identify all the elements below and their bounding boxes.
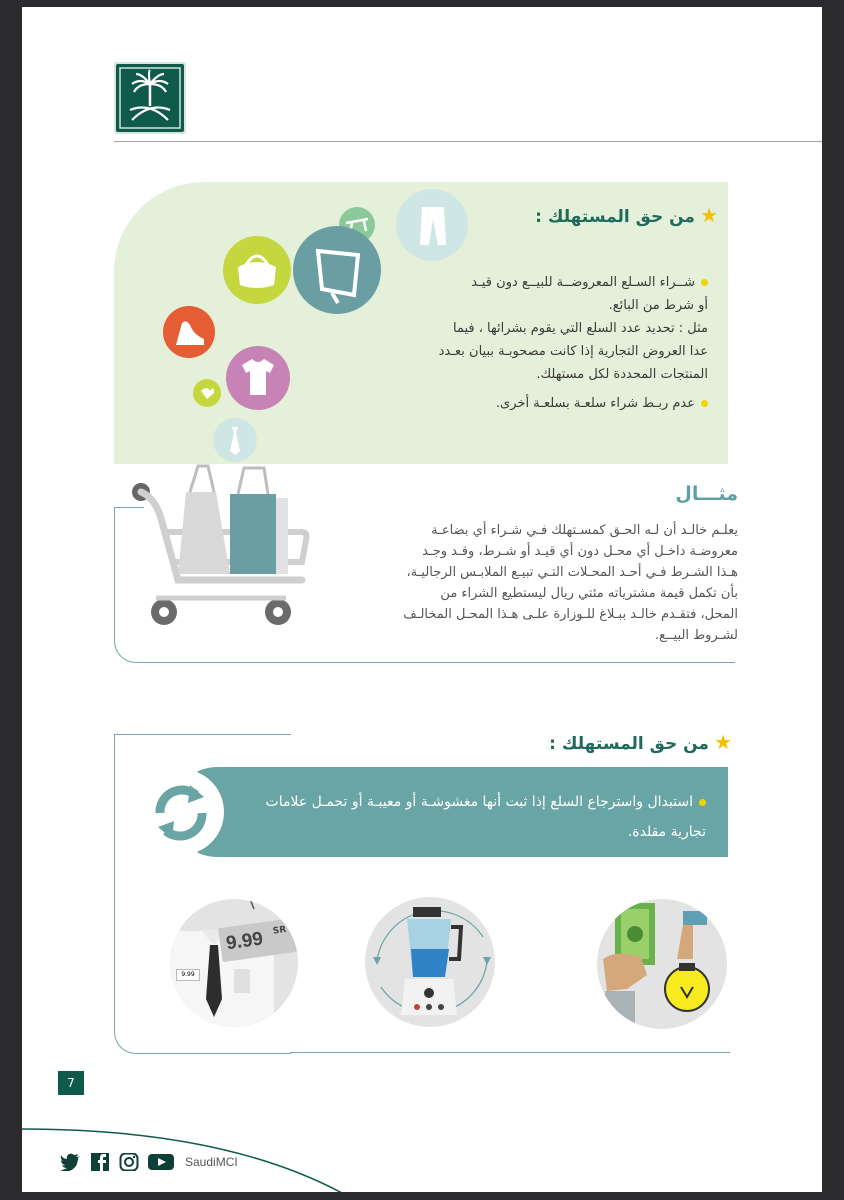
example-line: معروضـة داخـل أي محـل دون أي قيـد أو شـرط، وقـد وجـد	[422, 544, 738, 559]
blender-icon	[353, 897, 509, 1027]
example-paragraph	[342, 520, 738, 646]
high-heel-shoe-icon	[163, 306, 215, 358]
small-price-tag: 9.99	[176, 969, 200, 981]
header-rule	[114, 141, 822, 142]
bullet-line: المنتجات المحددة لكل مستهلك.	[536, 367, 708, 382]
refresh-badge	[138, 769, 224, 855]
example-line: بأن تكمل قيمة مشترياته مئتي ريال ليستطيع الشراء من	[440, 586, 738, 601]
palm-swords-emblem-icon	[114, 62, 186, 134]
band-line: استبدال واسترجاع السلع إذا ثبت أنها مغشوشـة أو معيبـة أو تحمـل علامات	[265, 794, 693, 810]
section2-heading	[422, 730, 732, 754]
twitter-icon[interactable]	[60, 1153, 80, 1171]
shopping-cart-icon	[126, 462, 316, 632]
facebook-icon[interactable]	[90, 1153, 110, 1171]
products-illustration	[152, 185, 482, 475]
refresh-arrows-icon	[138, 769, 224, 855]
band-line: تجارية مقلدة.	[627, 824, 706, 840]
youtube-icon[interactable]	[148, 1153, 174, 1171]
example-line: هـذا الشـرط فـي أحـد المحـلات التـي تبيـع الملابـس الرجاليـة،	[406, 565, 738, 580]
blender-illustration	[365, 897, 495, 1027]
bullet-dot-icon	[701, 279, 708, 286]
price-value: 9.99	[224, 928, 265, 955]
bullet-dot-icon	[699, 799, 706, 806]
bullet-line: مثل : تحديد عدد السلع التي يقوم بشرائها ، فيما	[452, 321, 708, 336]
necktie-icon	[213, 418, 257, 462]
heart-badge-icon	[193, 379, 221, 407]
ministry-logo	[114, 62, 186, 134]
bullet-line: شــراء السـلع المعروضــة للبيــع دون قيـد	[471, 275, 695, 290]
television-icon	[293, 226, 381, 314]
cash-lightbulb-illustration	[597, 899, 727, 1029]
section2-text	[236, 787, 706, 847]
bullet-line: أو شرط من البائع.	[608, 298, 708, 313]
shirt-price-illustration	[170, 899, 298, 1027]
shirt-icon	[170, 899, 298, 1027]
page	[22, 7, 822, 1192]
section2-title: من حق المستهلك :	[549, 734, 709, 754]
example-line: يعلـم خالـد أن لـه الحـق كمسـتهلك فـي شـراء أي بضاعـة	[431, 523, 738, 538]
handbag-icon	[223, 236, 291, 304]
price-currency: SR	[272, 925, 287, 937]
example-title: مثـــال	[675, 483, 738, 505]
cash-lightbulb-icon	[597, 899, 727, 1029]
example-line: لشـروط البيــع.	[654, 628, 738, 643]
star-icon: ★	[714, 730, 732, 754]
bullet-dot-icon	[701, 400, 708, 407]
section2-frame-bottom	[290, 1052, 730, 1053]
section1-title: من حق المستهلك :	[535, 207, 695, 227]
tshirt-icon	[226, 346, 290, 410]
page-number: 7	[58, 1071, 84, 1095]
bullet-line: عدا العروض التجارية إذا كانت مصحوبـة ببيان بعـدد	[438, 344, 708, 359]
instagram-icon[interactable]	[119, 1153, 139, 1171]
social-handle: SaudiMCI	[185, 1155, 238, 1169]
bullet-line: عدم ربـط شراء سلعـة بسلعـة أخرى.	[495, 396, 695, 411]
example-line: المحل، فتقـدم خالـد ببـلاغ للـوزارة علـى هـذا المحـل المخالـف	[403, 607, 738, 622]
star-icon: ★	[700, 203, 718, 227]
trousers-icon	[396, 189, 468, 261]
